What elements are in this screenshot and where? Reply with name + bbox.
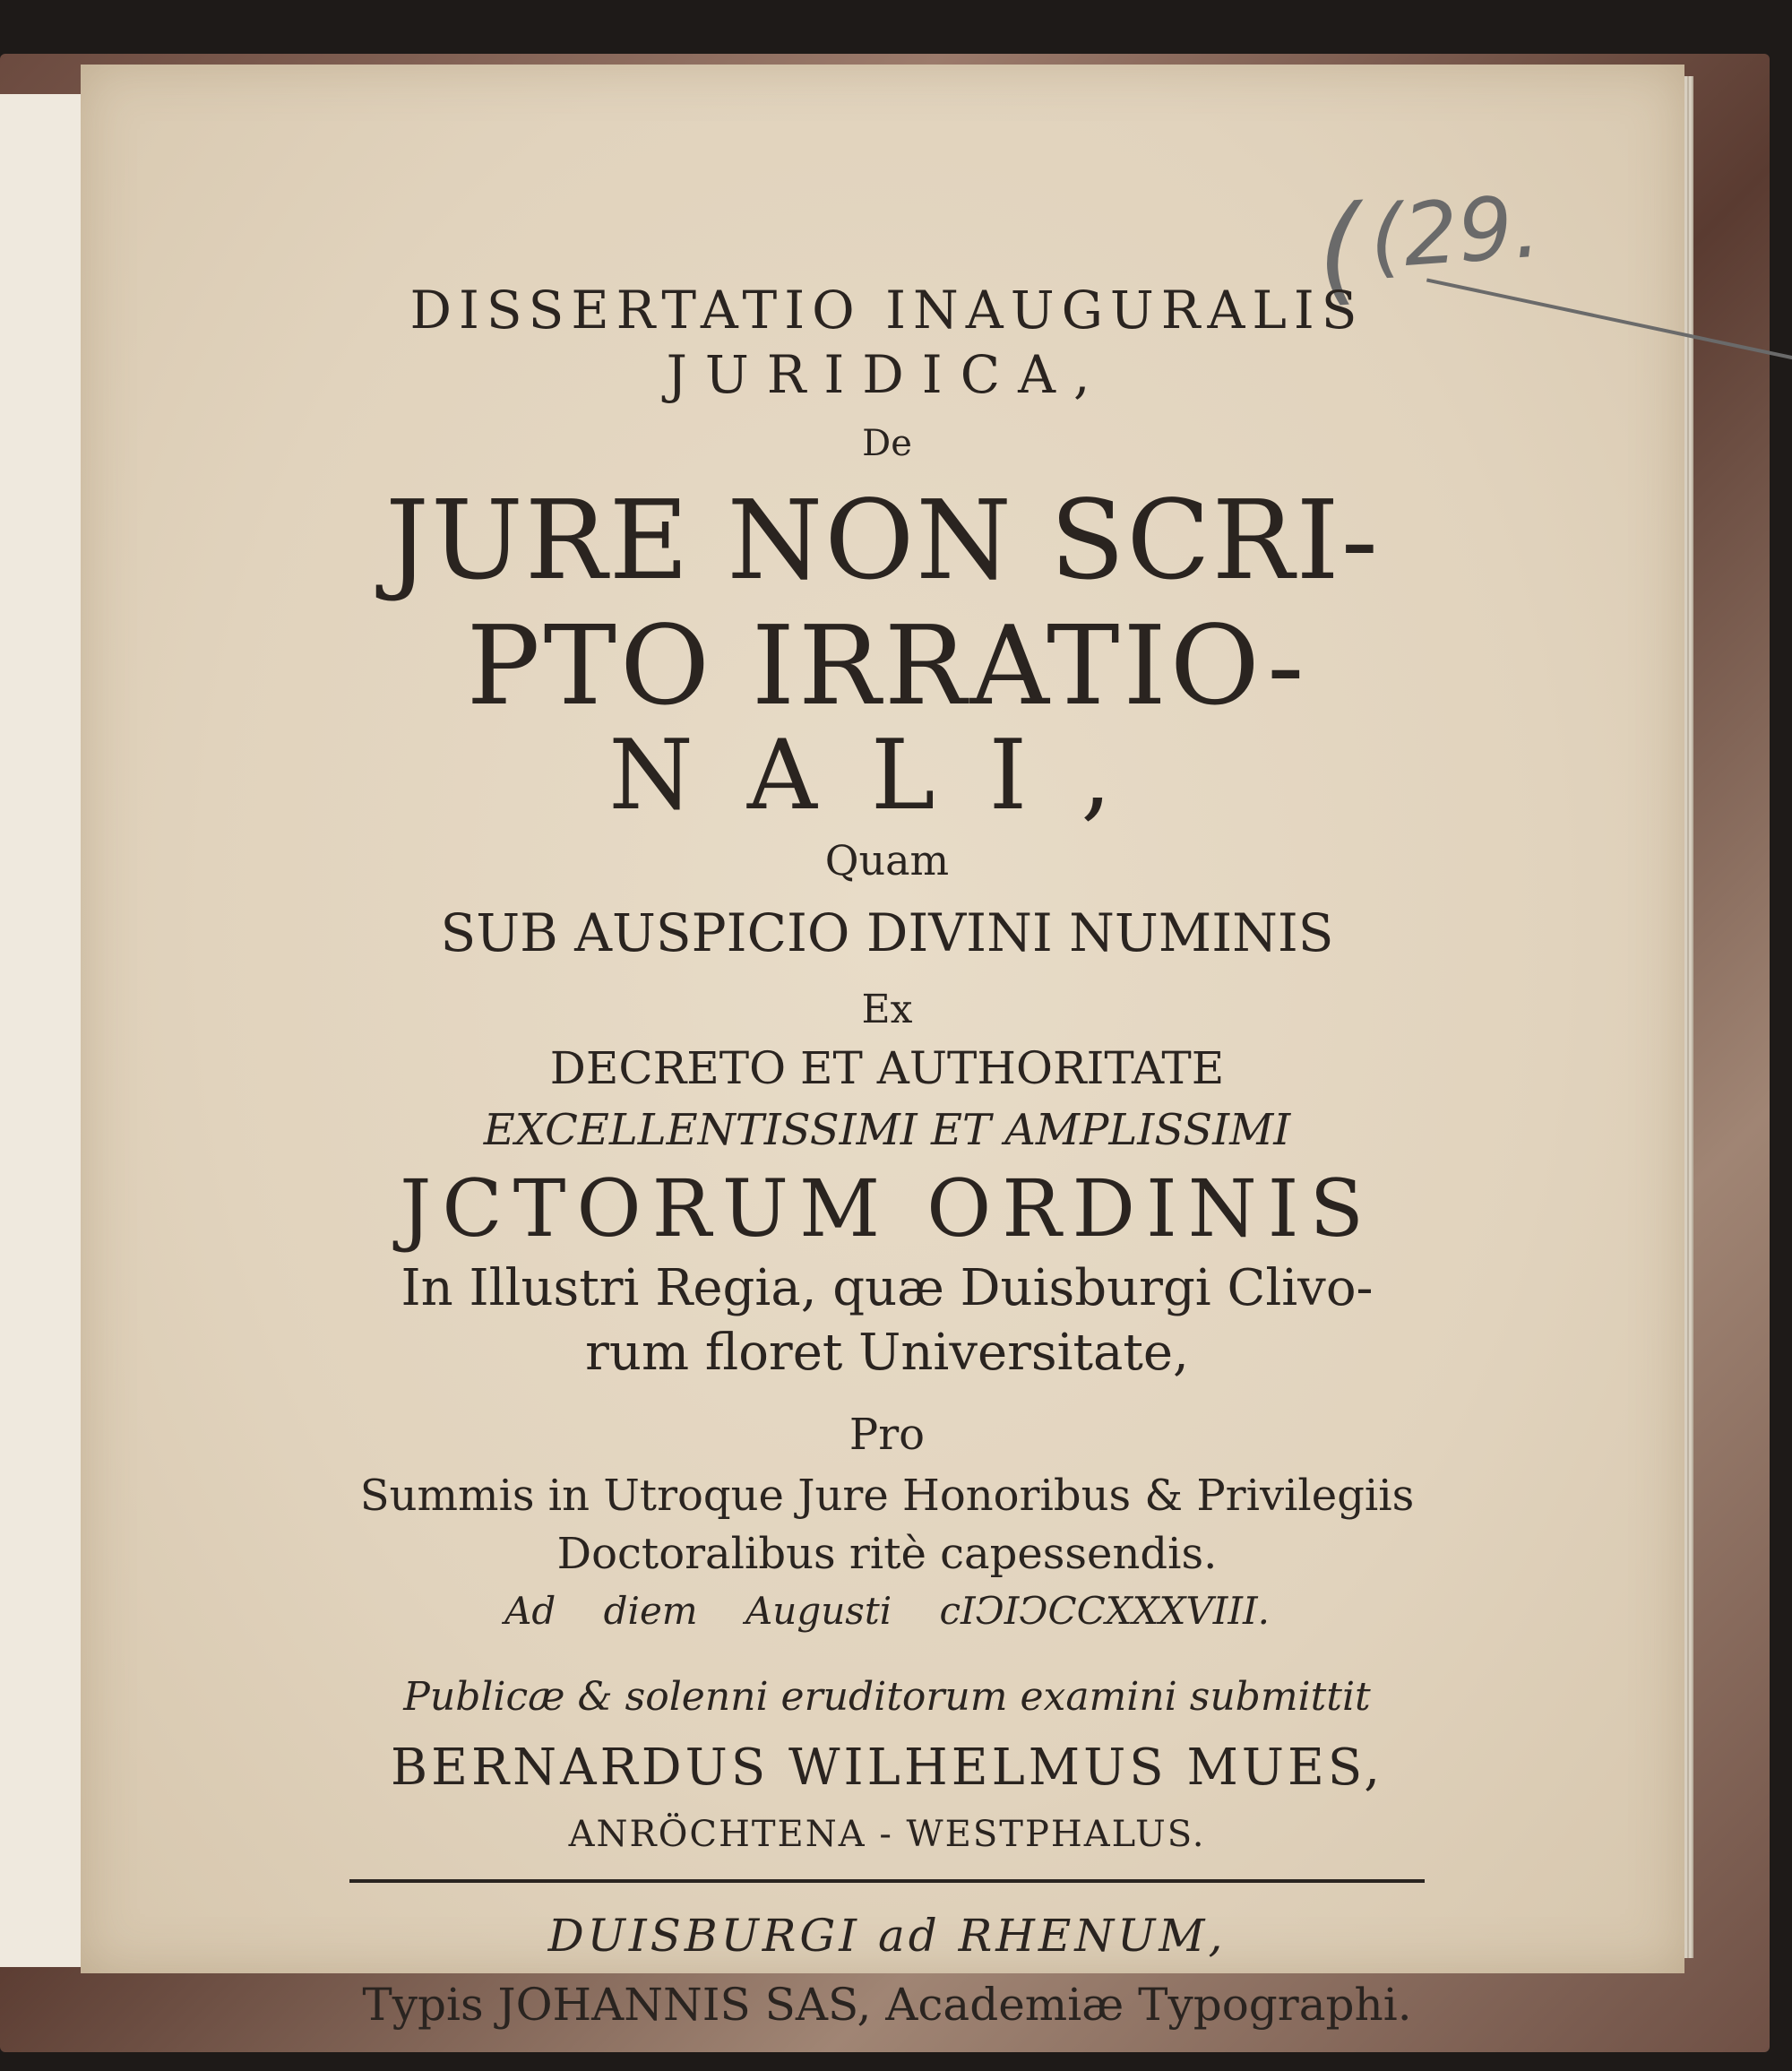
text-line-auspicio: SUB AUSPICIO DIVINI NUMINIS (440, 902, 1334, 963)
title-line-2: JURIDICA, (666, 344, 1108, 405)
text-line-ex: Ex (861, 987, 913, 1032)
main-title-line-3: NALI, (608, 720, 1166, 832)
text-line-quam: Quam (824, 836, 950, 884)
text-line-summis: Summis in Utroque Jure Honoribus & Privilegiis (359, 1471, 1415, 1521)
title-line-3: De (862, 423, 912, 464)
author-name: BERNARDUS WILHELMUS MUES, (390, 1739, 1384, 1797)
divider-rule (349, 1879, 1425, 1883)
text-line-publicae: Publicæ & solenni eruditorum examini submittit (403, 1674, 1371, 1720)
flyleaf (0, 94, 87, 1967)
title-line-1: DISSERTATIO INAUGURALIS (409, 280, 1365, 341)
imprint-printer: Typis JOHANNIS SAS, Academiæ Typographi. (362, 1979, 1412, 2031)
text-line-universitate: rum floret Universitate, (585, 1324, 1189, 1382)
text-line-date: Ad diem Augusti cIↃIↃCCXXXVIII. (504, 1589, 1270, 1633)
text-line-decreto: DECRETO ET AUTHORITATE (549, 1042, 1225, 1094)
imprint-place: DUISBURGI ad RHENUM, (547, 1910, 1227, 1962)
text-line-illustri: In Illustri Regia, quæ Duisburgi Clivo- (401, 1259, 1374, 1317)
text-line-doctoralibus: Doctoralibus ritè capessendis. (556, 1529, 1218, 1579)
main-title-line-2: PTO IRRATIO- (466, 602, 1308, 729)
author-origin: ANRÖCHTENA - WESTPHALUS. (568, 1814, 1206, 1855)
handwritten-paren: ( (1312, 179, 1367, 319)
main-title-line-1: JURE NON SCRI- (385, 477, 1380, 604)
title-page (81, 65, 1684, 2031)
text-line-pro: Pro (849, 1410, 926, 1460)
text-line-jctorum: JCTORUM ORDINIS (400, 1162, 1374, 1255)
handwritten-number: (29. (1366, 176, 1544, 289)
text-line-excellentissimi: EXCELLENTISSIMI ET AMPLISSIMI (483, 1105, 1291, 1155)
